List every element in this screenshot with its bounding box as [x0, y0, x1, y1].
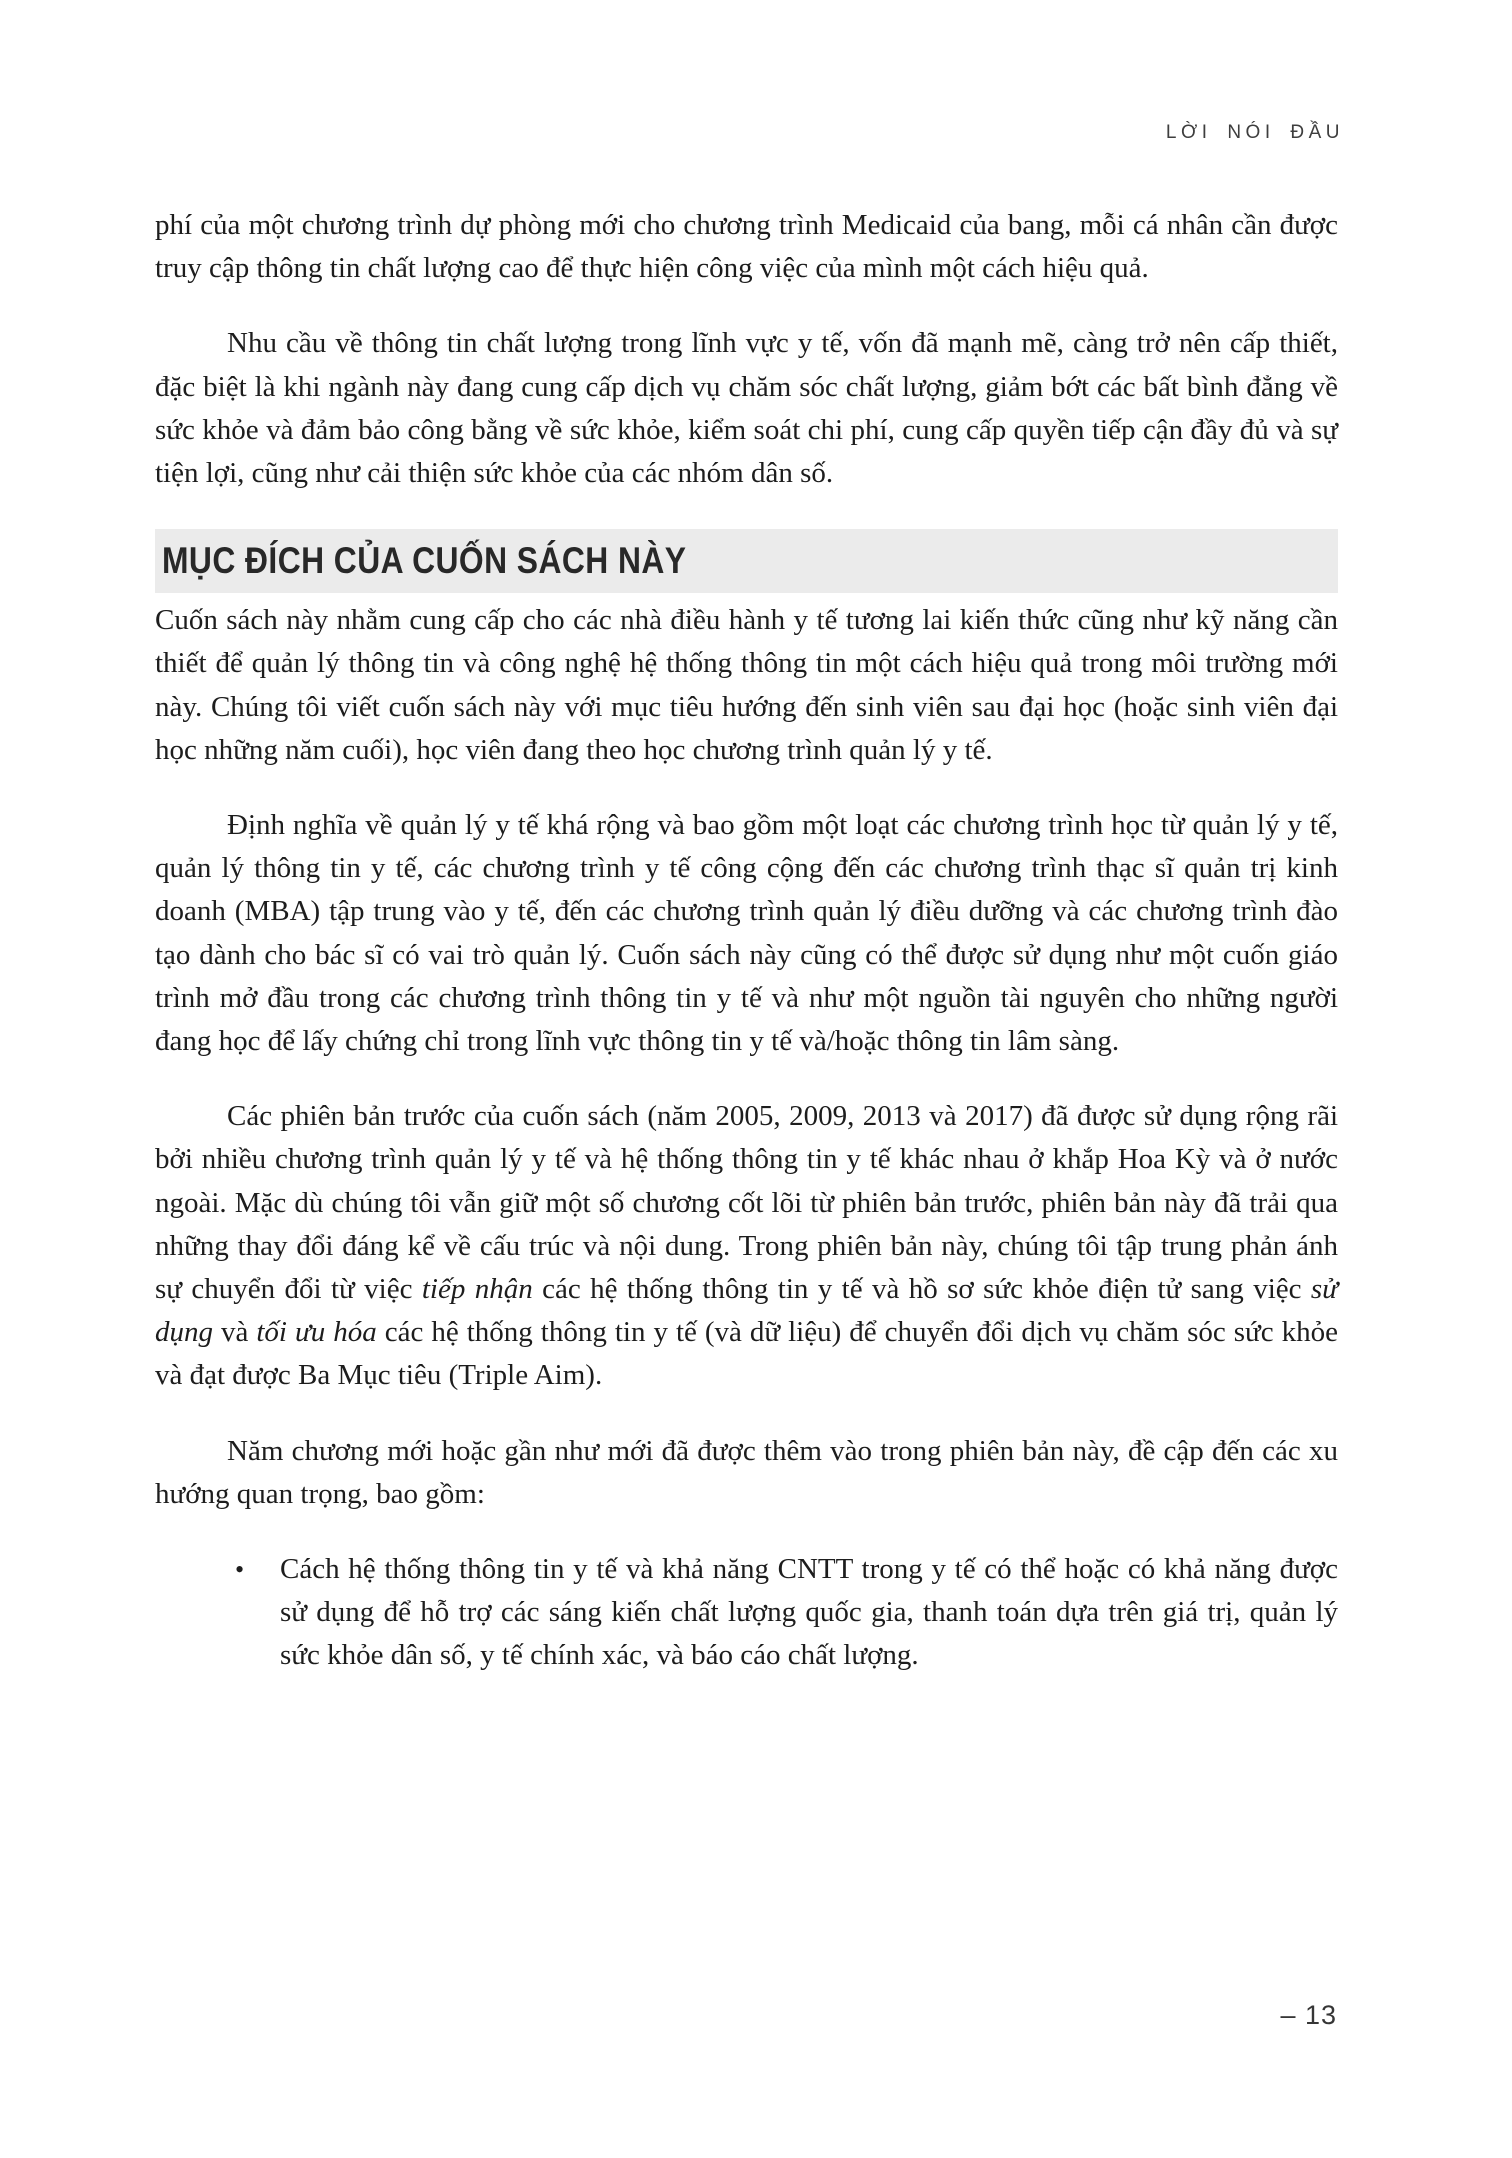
- section-heading: MỤC ĐÍCH CỦA CUỐN SÁCH NÀY: [162, 540, 687, 582]
- section-heading-bar: [155, 529, 1338, 593]
- running-header: LỜI NÓI ĐẦU: [1165, 122, 1344, 143]
- paragraph: Nhu cầu về thông tin chất lượng trong lĩnh vực y tế, vốn đã mạnh mẽ, càng trở nên cấp thiết, đặc biệt là khi ngành này đang cung cấp dịch vụ chăm sóc chất lượng, giảm bớt các bất bình đẳng về sức khỏe và đảm bảo công bằng về sức khỏe, kiểm soát chi phí, cung cấp quyền tiếp cận đầy đủ và sự tiện lợi, cũng như cải thiện sức khỏe của các nhóm dân số.: [155, 327, 1338, 490]
- paragraph: Cuốn sách này nhằm cung cấp cho các nhà điều hành y tế tương lai kiến thức cũng như kỹ năng cần thiết để quản lý thông tin và công nghệ hệ thống thông tin một cách hiệu quả trong môi trường mới này. Chúng tôi viết cuốn sách này với mục tiêu hướng đến sinh viên sau đại học (hoặc sinh viên đại học những năm cuối), học viên đang theo học chương trình quản lý y tế.: [155, 604, 1338, 766]
- paragraph: Năm chương mới hoặc gần như mới đã được thêm vào trong phiên bản này, đề cập đến các xu hướng quan trọng, bao gồm:: [155, 1434, 1338, 1510]
- list-item: [155, 1548, 1338, 1678]
- paragraph: Các phiên bản trước của cuốn sách (năm 2005, 2009, 2013 và 2017) đã được sử dụng rộng rãi bởi nhiều chương trình quản lý y tế và hệ thống thông tin y tế khác nhau ở khắp Hoa Kỳ và ở nước ngoài. Mặc dù chúng tôi vẫn giữ một số chương cốt lõi từ phiên bản trước, phiên bản này đã trải qua những thay đổi đáng kể về cấu trúc và nội dung. Trong phiên bản này, chúng tôi tập trung phản ánh sự chuyển đổi từ việc tiếp nhận các hệ thống thông tin y tế và hồ sơ sức khỏe điện tử sang việc sử dụng và tối ưu hóa các hệ thống thông tin y tế (và dữ liệu) để chuyển đổi dịch vụ chăm sóc sức khỏe và đạt được Ba Mục tiêu (Triple Aim).: [155, 1100, 1338, 1392]
- bullet-icon: •: [235, 1555, 245, 1585]
- page-number: – 13: [1280, 2000, 1337, 2030]
- list-item-text: Cách hệ thống thông tin y tế và khả năng CNTT trong y tế có thể hoặc có khả năng được sử dụng để hỗ trợ các sáng kiến chất lượng quốc gia, thanh toán dựa trên giá trị, quản lý sức khỏe dân số, y tế chính xác, và báo cáo chất lượng.: [280, 1553, 1338, 1672]
- paragraph-continuation: phí của một chương trình dự phòng mới cho chương trình Medicaid của bang, mỗi cá nhân cần được truy cập thông tin chất lượng cao để thực hiện công việc của mình một cách hiệu quả.: [155, 209, 1338, 285]
- paragraph: Định nghĩa về quản lý y tế khá rộng và bao gồm một loạt các chương trình học từ quản lý y tế, quản lý thông tin y tế, các chương trình y tế công cộng đến các chương trình thạc sĩ quản trị kinh doanh (MBA) tập trung vào y tế, đến các chương trình quản lý điều dưỡng và các chương trình đào tạo dành cho bác sĩ có vai trò quản lý. Cuốn sách này cũng có thể được sử dụng như một cuốn giáo trình mở đầu trong các chương trình thông tin y tế và như một nguồn tài nguyên cho những người đang học để lấy chứng chỉ trong lĩnh vực thông tin y tế và/hoặc thông tin lâm sàng.: [155, 809, 1338, 1058]
- page-content: [155, 204, 1338, 1678]
